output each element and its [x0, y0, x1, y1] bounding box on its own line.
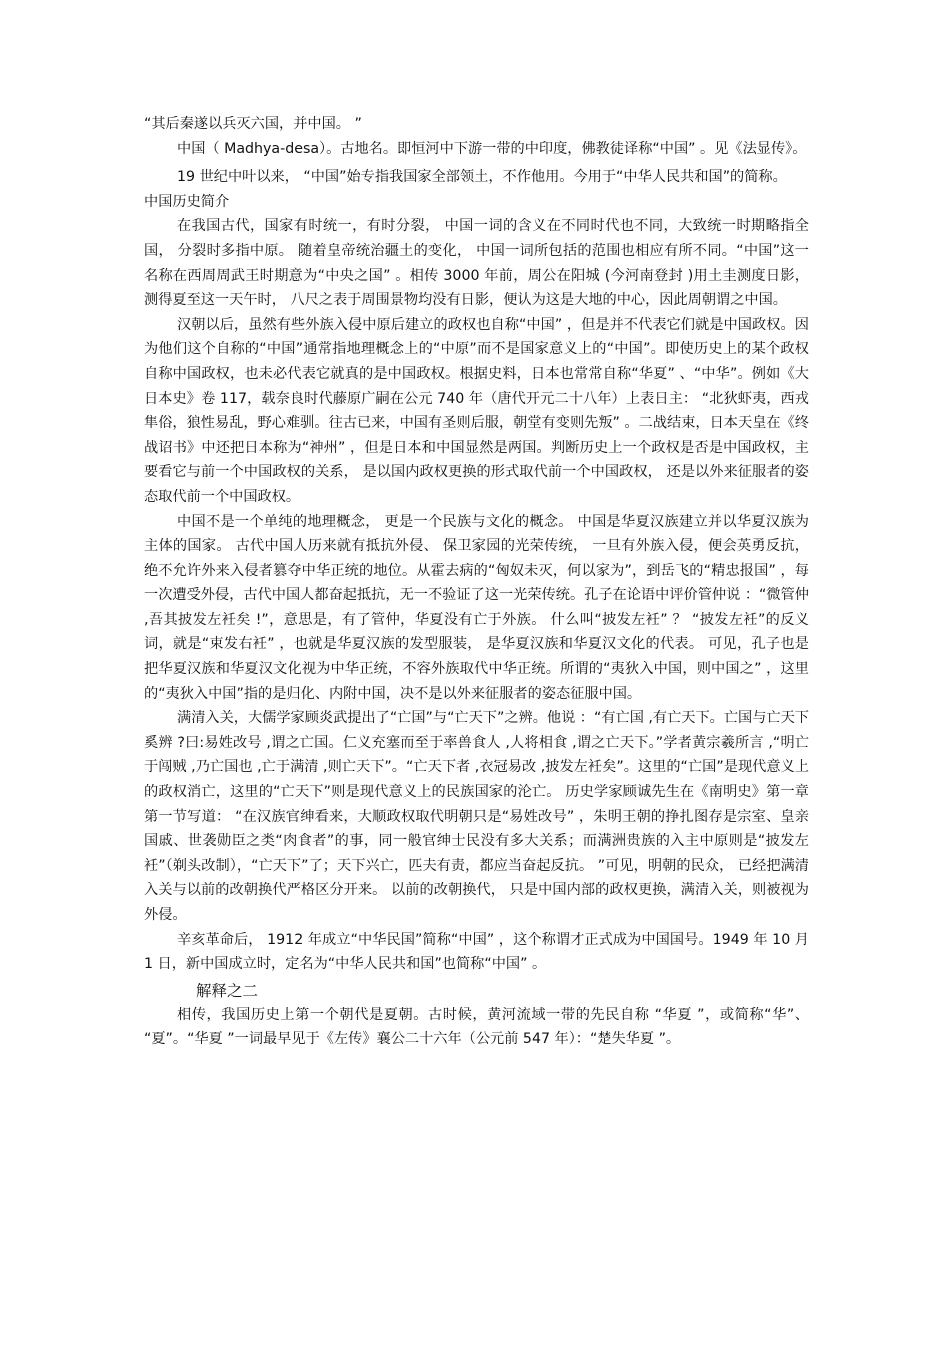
paragraph-qing-entry: 满清入关，大儒学家顾炎武提出了“亡国”与“亡天下”之辨。他说 ：“有亡国 ,有亡天下。亡国与亡天下奚辨 ?曰:易姓改号 ,谓之亡国。仁义充塞而至于率兽食人 ,人将相食 ,谓之亡天下。”学者黄宗羲所言 ,“明亡于闯贼 ,乃亡国也 ,亡于满清 ,则亡天下”。“亡天下者 ,衣冠易改 ,披发左衽矣”。这里的“亡国”是现代意义上的政权消亡，这里的“亡天下”则是现代意义上的民族国家的沦亡。 历史学家顾诚先生在《南明史》第一章第一节写道： “在汉族官绅看来，大顺政权取代明朝只是“易姓改号” ，朱明王朝的挣扎图存是宗室、皇亲国戚、世袭勋臣之类“肉食者”的事，同一般官绅士民没有多大关系；而满洲贵族的入主中原则是“披发左衽”（剃头改制），“亡天下”了；天下兴亡，匹夫有责，都应当奋起反抗。 ”可见，明朝的民众， 已经把满清入关与以前的改朝换代严格区分开来。 以前的改朝换代， 只是中国内部的政权更换，满清入关，则被视为外侵。 [144, 710, 809, 923]
paragraph-cultural-concept: 中国不是一个单纯的地理概念， 更是一个民族与文化的概念。 中国是华夏汉族建立并以华夏汉族为主体的国家。 古代中国人历来就有抵抗外侵、 保卫家园的光荣传统， 一旦有外族入侵，便会英勇反抗，绝不允许外来入侵者篡夺中华正统的地位。从霍去病的“匈奴未灭，何以家为”，到岳飞的“精忠报国” ，每一次遭受外侵，古代中国人都奋起抵抗，无一不验证了这一光荣传统。孔子在论语中评价管仲说 ：“微管仲 ,吾其披发左衽矣 !”，意思是，有了管仲，华夏没有亡于外族。 什么叫“披发左衽” ？ “披发左衽”的反义词，就是“束发右衽” ，也就是华夏汉族的发型服装， 是华夏汉族和华夏汉文化的代表。 可见，孔子也是把华夏汉族和华夏汉文化视为中华正统，不容外族取代中华正统。所谓的“夷狄入中国，则中国之” ，这里的“夷狄入中国”指的是归化、内附中国，决不是以外来征服者的姿态征服中国。 [144, 513, 809, 702]
paragraph-xinhai-revolution: 辛亥革命后， 1912 年成立“中华民国”简称“中国” ，这个称谓才正式成为中国国号。1949 年 10 月 1 日，新中国成立时，定名为“中华人民共和国”也简称“中国” 。 [144, 931, 809, 973]
paragraph-madhya-desa: 中国（ Madhya-desa）。古地名。即恒河中下游一带的中印度，佛教徒译称“中国” 。见《法显传》。 [177, 140, 807, 157]
paragraph-19th-century: 19 世纪中叶以来， “中国”始专指我国家全部领土，不作他用。今用于“中华人民共和国”的简称。 [177, 169, 787, 186]
paragraph-han-dynasty: 汉朝以后，虽然有些外族入侵中原后建立的政权也自称“中国” ，但是并不代表它们就是中国政权。因为他们这个自称的“中国”通常指地理概念上的“中原”而不是国家意义上的“中国”。即使历史上的某个政权自称中国政权，也未必代表它就真的是中国政权。根据史料，日本也常常自称“华夏” 、“中华”。例如《大日本史》卷 117，载奈良时代藤原广嗣在公元 740 年（唐代开元二十八年）上表日主： “北狄虾夷，西戎隼俗，狼性易乱，野心难驯。往古已来，中国有圣则后服，朝堂有变则先叛” 。二战结束，日本天皇在《终战诏书》中还把日本称为“神州” ，但是日本和中国显然是两国。判断历史上一个政权是否是中国政权，主要看它与前一个中国政权的关系， 是以国内政权更换的形式取代前一个中国政权， 还是以外来征服者的姿态取代前一个中国政权。 [144, 316, 809, 505]
paragraph-xia-dynasty: 相传，我国历史上第一个朝代是夏朝。古时候，黄河流域一带的先民自称 “华夏 ”，或简称“华”、 “夏”。“华夏 ”一词最早见于《左传》襄公二十六年（公元前 547 年）：“楚失华夏 ”。 [144, 1006, 809, 1048]
paragraph-quote: “其后秦遂以兵灭六国，并中国。 ” [144, 116, 362, 132]
paragraph-ancient-china: 在我国古代，国家有时统一，有时分裂， 中国一词的含义在不同时代也不同，大致统一时期略指全国， 分裂时多指中原。 随着皇帝统治疆土的变化， 中国一词所包括的范围也相应有所不同。“中国”这一名称在西周周武王时期意为“中央之国” 。相传 3000 年前，周公在阳城 (今河南登封 )用土圭测度日影， 测得夏至这一天午时， 八尺之表于周围景物均没有日影，便认为这是大地的中心，因此周朝谓之中国。 [144, 218, 809, 309]
document-page [144, 112, 809, 1052]
section-heading-history: 中国历史简介 [144, 193, 230, 210]
section-heading-explanation-two: 解释之二 [196, 981, 259, 1000]
